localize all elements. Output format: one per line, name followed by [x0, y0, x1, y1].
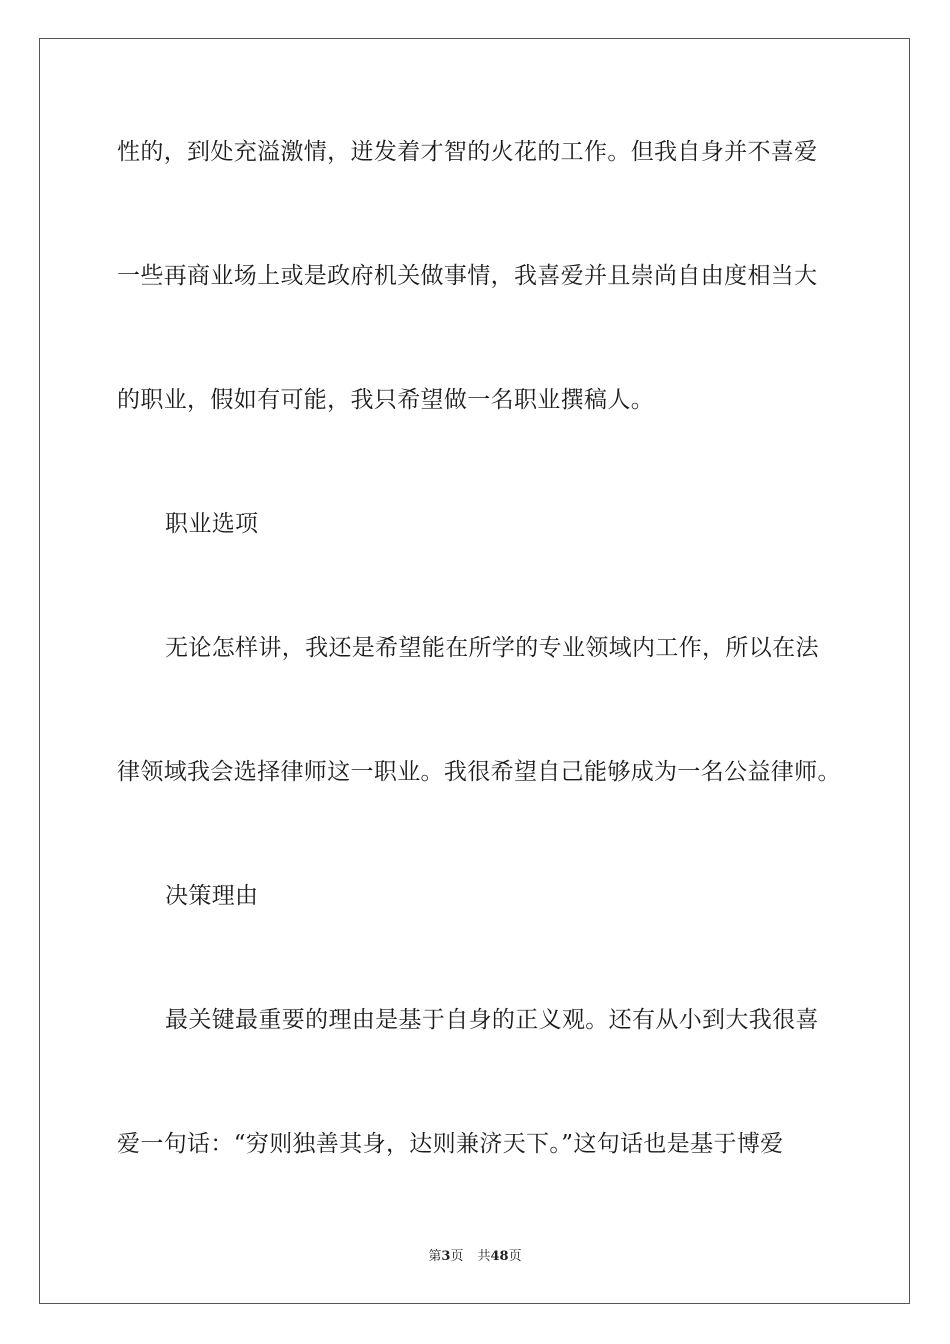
page-border — [39, 38, 910, 1304]
footer-page-number: 3 — [441, 1249, 451, 1264]
paragraph-line-7: 爱一句话：“穷则独善其身，达则兼济天下。”这句话也是基于博爱 — [117, 1131, 784, 1157]
footer-total-prefix: 共 — [477, 1249, 491, 1264]
paragraph-line-1: 性的，到处充溢激情，迸发着才智的火花的工作。但我自身并不喜爱 — [117, 139, 818, 165]
paragraph-line-2: 一些再商业场上或是政府机关做事情，我喜爱并且崇尚自由度相当大 — [117, 263, 818, 289]
footer-page-suffix: 页 — [450, 1249, 464, 1264]
paragraph-line-6: 最关键最重要的理由是基于自身的正义观。还有从小到大我很喜 — [165, 1007, 819, 1033]
page-footer — [0, 1248, 950, 1266]
footer-total-suffix: 页 — [508, 1249, 522, 1264]
paragraph-line-5: 律领域我会选择律师这一职业。我很希望自己能够成为一名公益律师。 — [117, 759, 841, 785]
footer-page-prefix: 第 — [428, 1249, 442, 1264]
footer-total-pages: 48 — [490, 1249, 509, 1264]
section-heading-career-options: 职业选项 — [165, 511, 259, 537]
paragraph-line-4: 无论怎样讲，我还是希望能在所学的专业领域内工作，所以在法 — [165, 635, 819, 661]
paragraph-line-3: 的职业，假如有可能，我只希望做一名职业撰稿人。 — [117, 387, 655, 413]
section-heading-decision-reasons: 决策理由 — [165, 883, 259, 909]
